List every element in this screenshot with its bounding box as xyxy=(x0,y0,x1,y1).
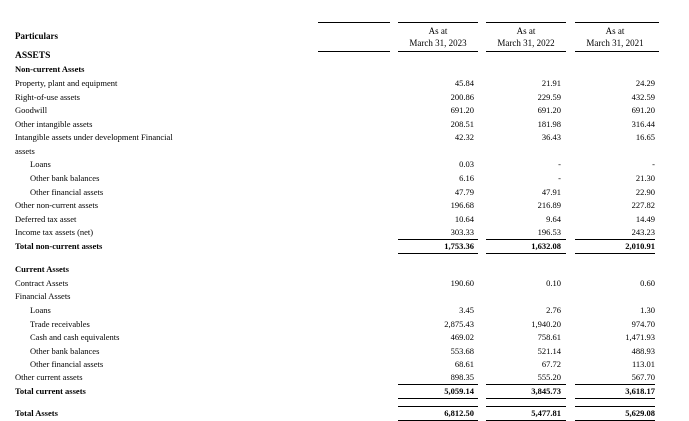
total-rule xyxy=(486,406,566,407)
cell-value: 553.68 xyxy=(450,346,474,356)
column-header-line1: As at xyxy=(428,26,448,36)
table-row xyxy=(0,318,689,331)
cell-value: 3,618.17 xyxy=(625,386,655,396)
row-label: Goodwill xyxy=(15,105,48,115)
table-row xyxy=(0,226,689,239)
cell-value: - xyxy=(558,173,561,183)
table-row xyxy=(0,277,689,290)
column-header-2023 xyxy=(396,25,480,49)
cell-value: 3,845.73 xyxy=(531,386,561,396)
cell-value: 181.98 xyxy=(537,119,561,129)
cell-value: 2,010.91 xyxy=(625,241,655,251)
row-label: Intangible assets under development Financial xyxy=(15,132,173,142)
table-row xyxy=(0,213,689,226)
cell-value: 0.60 xyxy=(640,278,655,288)
table-row xyxy=(0,407,689,420)
cell-value: 2,875.43 xyxy=(444,319,474,329)
cell-value: 196.53 xyxy=(537,227,561,237)
cell-value: 68.61 xyxy=(454,359,474,369)
cell-value: 691.20 xyxy=(537,105,561,115)
table-row xyxy=(0,345,689,358)
cell-value: 469.02 xyxy=(450,332,474,342)
total-rule xyxy=(575,384,655,385)
particulars-header: Particulars xyxy=(15,31,58,41)
table-row xyxy=(0,240,689,253)
row-label: Other bank balances xyxy=(30,346,100,356)
row-label: Total current assets xyxy=(15,386,86,396)
cell-value: 229.59 xyxy=(537,92,561,102)
cell-value: 691.20 xyxy=(450,105,474,115)
cell-value: 6.16 xyxy=(459,173,474,183)
total-rule xyxy=(398,239,478,240)
total-rule xyxy=(486,253,566,254)
header-rule xyxy=(486,22,566,23)
row-label: Trade receivables xyxy=(30,319,90,329)
cell-value: 521.14 xyxy=(537,346,561,356)
table-row xyxy=(0,50,689,63)
cell-value: 200.86 xyxy=(450,92,474,102)
table-row xyxy=(0,304,689,317)
cell-value: 974.70 xyxy=(631,319,655,329)
cell-value: 216.89 xyxy=(537,200,561,210)
cell-value: 45.84 xyxy=(454,78,474,88)
row-label: Total Assets xyxy=(15,408,58,418)
total-rule xyxy=(398,406,478,407)
table-row xyxy=(0,63,689,76)
table-row xyxy=(0,131,689,144)
total-rule xyxy=(575,253,655,254)
cell-value: 1,632.08 xyxy=(531,241,561,251)
header-rule xyxy=(575,22,659,23)
cell-value: 6,812.50 xyxy=(444,408,474,418)
row-label: Property, plant and equipment xyxy=(15,78,118,88)
cell-value: - xyxy=(558,159,561,169)
header-rule xyxy=(318,22,390,23)
cell-value: 3.45 xyxy=(459,305,474,315)
cell-value: 758.61 xyxy=(537,332,561,342)
column-header-line2: March 31, 2022 xyxy=(497,38,555,48)
row-label: Cash and cash equivalents xyxy=(30,332,120,342)
row-label: Financial Assets xyxy=(15,291,71,301)
row-label: Other current assets xyxy=(15,372,83,382)
table-row xyxy=(0,186,689,199)
total-rule xyxy=(486,398,566,399)
cell-value: - xyxy=(652,159,655,169)
row-label: Contract Assets xyxy=(15,278,69,288)
total-rule xyxy=(575,398,655,399)
cell-value: 67.72 xyxy=(541,359,561,369)
cell-value: 113.01 xyxy=(631,359,655,369)
row-label: Other financial assets xyxy=(30,187,104,197)
cell-value: 2.76 xyxy=(546,305,561,315)
cell-value: 5,629.08 xyxy=(625,408,655,418)
row-label: Other financial assets xyxy=(30,359,104,369)
cell-value: 691.20 xyxy=(631,105,655,115)
cell-value: 36.43 xyxy=(541,132,561,142)
cell-value: 0.03 xyxy=(459,159,474,169)
table-row xyxy=(0,331,689,344)
cell-value: 47.79 xyxy=(454,187,474,197)
table-row xyxy=(0,77,689,90)
cell-value: 1,940.20 xyxy=(531,319,561,329)
total-rule xyxy=(398,398,478,399)
cell-value: 432.59 xyxy=(631,92,655,102)
column-header-line1: As at xyxy=(605,26,625,36)
table-row xyxy=(0,290,689,303)
row-label: Non-current Assets xyxy=(15,64,85,74)
row-label: Income tax assets (net) xyxy=(15,227,94,237)
row-label: assets xyxy=(15,146,35,156)
column-header-line2: March 31, 2023 xyxy=(409,38,467,48)
cell-value: 10.64 xyxy=(454,214,474,224)
total-rule xyxy=(398,253,478,254)
cell-value: 303.33 xyxy=(450,227,474,237)
column-header-2021 xyxy=(573,25,657,49)
cell-value: 22.90 xyxy=(635,187,655,197)
table-row xyxy=(0,91,689,104)
cell-value: 567.70 xyxy=(631,372,655,382)
cell-value: 555.20 xyxy=(537,372,561,382)
table-row xyxy=(0,118,689,131)
cell-value: 196.68 xyxy=(450,200,474,210)
cell-value: 243.23 xyxy=(631,227,655,237)
cell-value: 21.91 xyxy=(541,78,561,88)
table-row xyxy=(0,104,689,117)
row-label: Right-of-use assets xyxy=(15,92,80,102)
row-label: Other non-current assets xyxy=(15,200,99,210)
cell-value: 227.82 xyxy=(631,200,655,210)
cell-value: 14.49 xyxy=(635,214,655,224)
total-rule xyxy=(575,239,655,240)
row-label: Deferred tax asset xyxy=(15,214,77,224)
total-rule xyxy=(575,406,655,407)
cell-value: 21.30 xyxy=(635,173,655,183)
row-label: ASSETS xyxy=(15,51,51,61)
total-rule xyxy=(486,384,566,385)
cell-value: 208.51 xyxy=(450,119,474,129)
column-header-2022 xyxy=(484,25,568,49)
column-header-line1: As at xyxy=(516,26,536,36)
cell-value: 316.44 xyxy=(631,119,655,129)
cell-value: 1.30 xyxy=(640,305,655,315)
cell-value: 190.60 xyxy=(450,278,474,288)
row-label: Total non-current assets xyxy=(15,241,103,251)
table-row xyxy=(0,158,689,171)
row-label: Current Assets xyxy=(15,264,69,274)
cell-value: 5,477.81 xyxy=(531,408,561,418)
table-row xyxy=(0,371,689,384)
table-row xyxy=(0,358,689,371)
row-label: Other bank balances xyxy=(30,173,100,183)
table-row xyxy=(0,199,689,212)
cell-value: 47.91 xyxy=(541,187,561,197)
total-rule xyxy=(398,384,478,385)
row-label: Other intangible assets xyxy=(15,119,93,129)
cell-value: 0.10 xyxy=(546,278,561,288)
cell-value: 9.64 xyxy=(546,214,561,224)
table-row xyxy=(0,385,689,398)
table-row xyxy=(0,172,689,185)
cell-value: 5,059.14 xyxy=(444,386,474,396)
cell-value: 24.29 xyxy=(635,78,655,88)
row-label: Loans xyxy=(30,159,51,169)
column-header-line2: March 31, 2021 xyxy=(586,38,644,48)
cell-value: 16.65 xyxy=(635,132,655,142)
cell-value: 1,753.36 xyxy=(444,241,474,251)
total-rule xyxy=(486,239,566,240)
cell-value: 898.35 xyxy=(450,372,474,382)
table-row xyxy=(0,263,689,276)
cell-value: 488.93 xyxy=(631,346,655,356)
cell-value: 1,471.93 xyxy=(625,332,655,342)
cell-value: 42.32 xyxy=(454,132,474,142)
header-rule xyxy=(398,22,478,23)
table-row xyxy=(0,145,689,158)
row-label: Loans xyxy=(30,305,51,315)
